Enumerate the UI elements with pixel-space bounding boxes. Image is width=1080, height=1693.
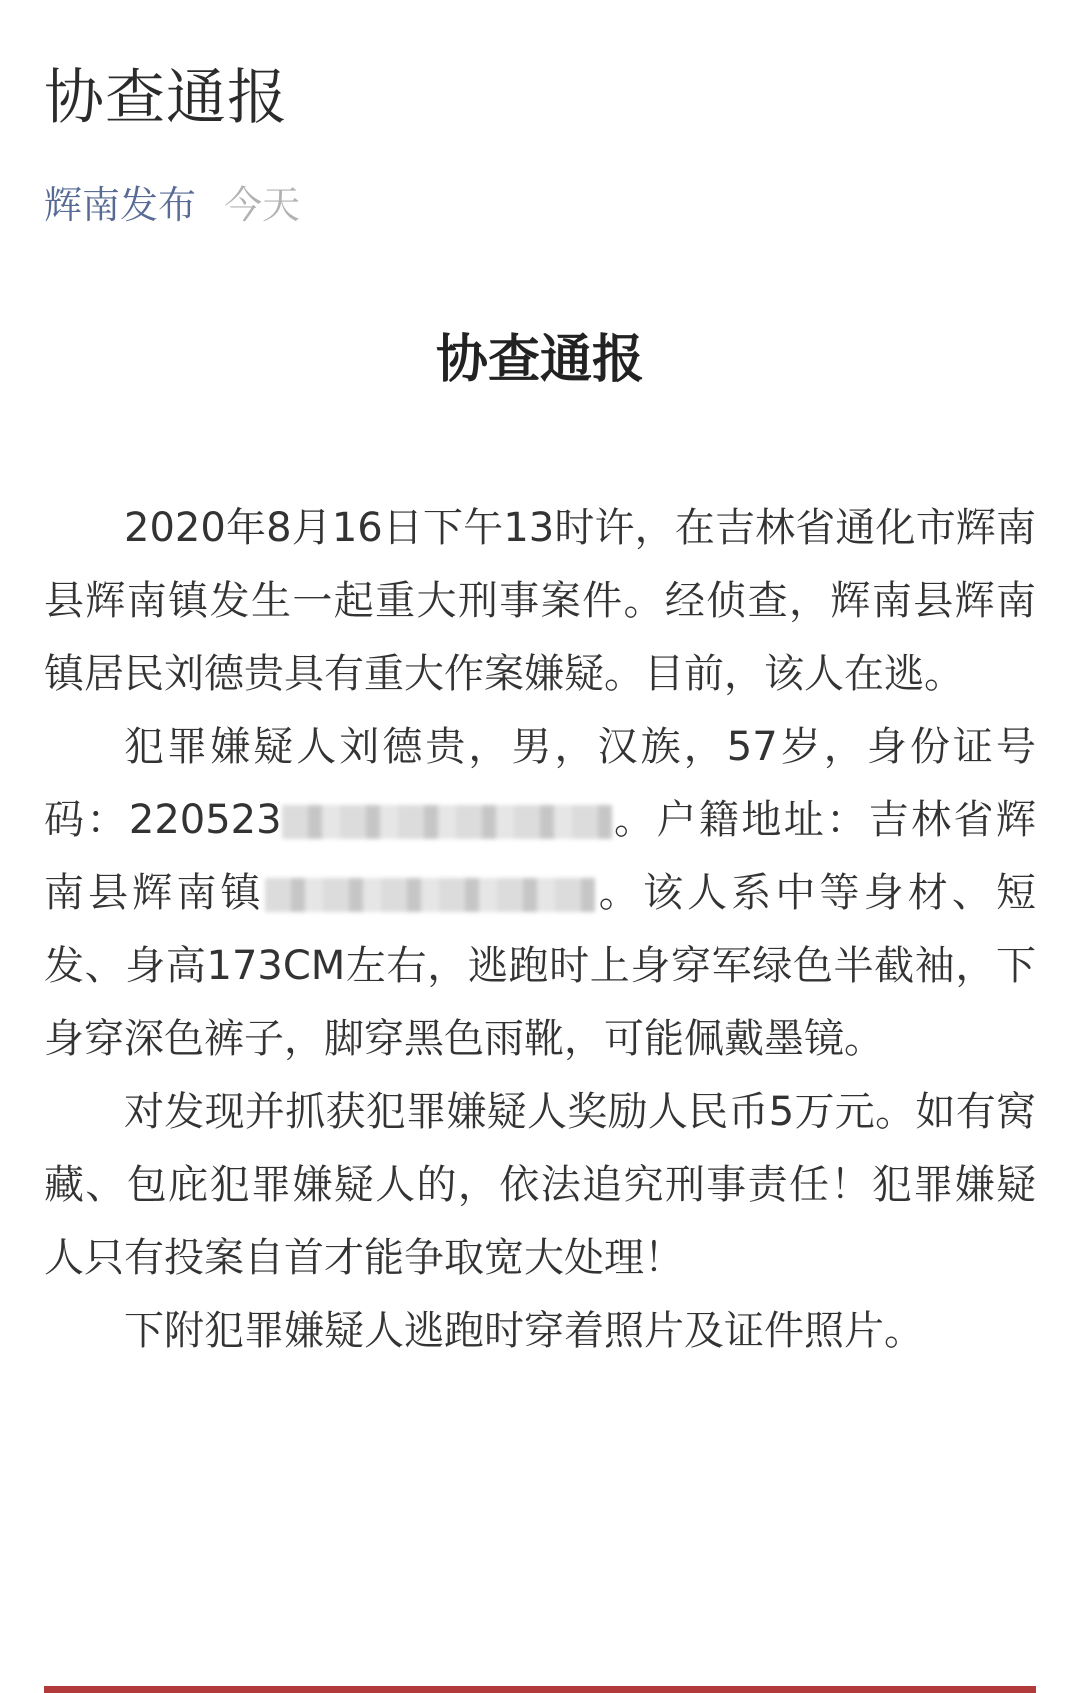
suspect-id-text: 犯罪嫌疑人刘德贵，男，汉族，57岁，身份证号码：220523 [44,724,1036,843]
paragraph-suspect [44,711,1036,1076]
paragraph-incident: 2020年8月16日下午13时许，在吉林省通化市辉南县辉南镇发生一起重大刑事案件。经侦查，辉南县辉南镇居民刘德贵具有重大作案嫌疑。目前，该人在逃。 [44,505,1036,697]
suspect-description-text: 。该人系中等身材、短发、身高173CM左右，逃跑时上身穿军绿色半截袖，下身穿深色裤子，脚穿黑色雨靴，可能佩戴墨镜。 [44,870,1037,1062]
article-body [44,492,1036,1368]
article-meta [44,180,300,230]
account-name-link[interactable]: 辉南发布 [44,183,197,227]
paragraph-photos-note: 下附犯罪嫌疑人逃跑时穿着照片及证件照片。 [124,1308,924,1354]
redacted-id-number [282,805,612,839]
redacted-address [265,878,595,912]
page-title: 协查通报 [44,63,288,133]
paragraph-reward: 对发现并抓获犯罪嫌疑人奖励人民币5万元。如有窝藏、包庇犯罪嫌疑人的，依法追究刑事责任！犯罪嫌疑人只有投案自首才能争取宽大处理！ [44,1089,1036,1281]
suspect-address-text: 。户籍地址：吉林省辉南县辉南镇 [44,797,1036,916]
publish-date: 今天 [224,183,301,227]
image-top-edge-divider [44,1686,1036,1693]
article-heading: 协查通报 [435,330,644,390]
